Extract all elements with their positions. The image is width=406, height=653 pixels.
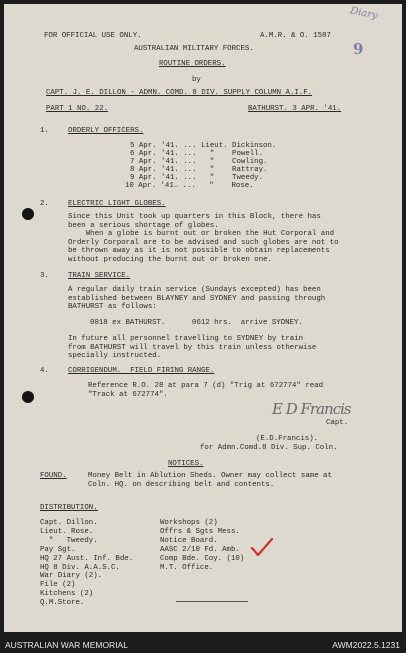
signatory-name: (E.D.Francis). xyxy=(256,435,319,443)
archive-reference: AWM2022.5.1231 xyxy=(332,640,400,650)
diary-annotation: Diary xyxy=(349,5,379,22)
signature-rank: Capt. xyxy=(326,419,349,427)
distribution-title: DISTRIBUTION. xyxy=(40,504,98,512)
section-4-body: Reference R.O. 28 at para 7 (d) "Trig at 672774" read "Track at 672774". xyxy=(88,382,324,399)
archive-credit: AUSTRALIAN WAR MEMORIAL xyxy=(5,640,128,650)
orderly-officer-row: 7 Apr. '41. ... " Cowling. xyxy=(130,158,268,166)
orderly-officer-row: 10 Apr. '41. ... " Rose. xyxy=(125,182,254,190)
section-3-title: TRAIN SERVICE. xyxy=(68,272,131,280)
section-2-number: 2. xyxy=(40,200,49,208)
handwritten-signature: E D Francis xyxy=(272,400,351,418)
distribution-list-right: Workshops (2) Offrs & Sgts Mess. Notice Board. AASC 2/10 Fd. Amb. Comp Bde. Coy. (10) M.T. Office. xyxy=(160,519,245,572)
by-label: by xyxy=(192,76,201,84)
part-number: PART 1 NO. 22. xyxy=(46,105,109,113)
orderly-officer-row: 8 Apr. '41. ... " Rattray. xyxy=(130,166,268,174)
check-mark-icon xyxy=(250,536,274,558)
section-1-number: 1. xyxy=(40,127,49,135)
orderly-officer-row: 9 Apr. '41. ... " Tweedy. xyxy=(130,174,264,182)
signatory-capacity: for Admn.Comd.8 Div. Sup. Coln. xyxy=(200,444,338,452)
organisation-heading: AUSTRALIAN MILITARY FORCES. xyxy=(134,45,254,53)
document-page xyxy=(4,4,402,632)
section-3-instructions: In future all personnel travelling to SYDNEY by train from BATHURST will travel by this train unless otherwise specially instructed. xyxy=(68,335,317,361)
punch-hole-bottom xyxy=(22,391,34,403)
distribution-list-left: Capt. Dillon. Lieut. Rose. " Tweedy. Pay Sgt. HQ 27 Aust. Inf. Bde. HQ 8 Div. A.A.S.C. War Diary (2). File (2) Kitchens (2) Q.M.Store. xyxy=(40,519,134,608)
notices-title: NOTICES. xyxy=(168,460,204,468)
section-2-body: Since this Unit took up quarters in this Block, there has been a serious shortage of globes. When a globe is burnt out or broken the Hut Corporal and Orderly Corporal are to be advised and such globes are not to be thrown away as it is not possible to obtain replacements without producing the burnt out or broken one. xyxy=(68,213,339,264)
section-4-title: CORRIGENDUM. FIELD FIRING RANGE. xyxy=(68,367,215,375)
section-3-number: 3. xyxy=(40,272,49,280)
closing-rule xyxy=(176,601,248,602)
section-4-number: 4. xyxy=(40,367,49,375)
place-and-date: BATHURST. 3 APR. '41. xyxy=(248,105,342,113)
document-title: ROUTINE ORDERS. xyxy=(159,60,226,68)
orderly-officer-row: 6 Apr. '41. ... " Powell. xyxy=(130,150,264,158)
page-number-annotation: 9 xyxy=(353,40,364,58)
section-1-title: ORDERLY OFFICERS. xyxy=(68,127,144,135)
punch-hole-top xyxy=(22,208,34,220)
found-notice-text: Money Belt in Ablution Sheds. Owner may collect same at Coln. HQ. on describing belt and contents. xyxy=(88,472,332,489)
orderly-officer-row: 5 Apr. '41. ... Lieut. Dickinson. xyxy=(130,142,277,150)
found-label: FOUND. xyxy=(40,472,67,480)
issuing-authority: CAPT. J. E. DILLON - ADMN. COMD. 8 DIV. SUPPLY COLUMN A.I.F. xyxy=(46,89,313,97)
section-3-body: A regular daily train service (Sundays excepted) has been established between BLAYNEY and SYDNEY and passing through BATHURST as follows: xyxy=(68,286,326,312)
train-times: 0018 ex BATHURST. 0612 hrs. arrive SYDNEY. xyxy=(90,319,303,327)
section-2-title: ELECTRIC LIGHT GLOBES. xyxy=(68,200,166,208)
official-use-heading: FOR OFFICIAL USE ONLY. xyxy=(44,32,142,40)
form-reference: A.M.R. & O. 1587 xyxy=(260,32,331,40)
